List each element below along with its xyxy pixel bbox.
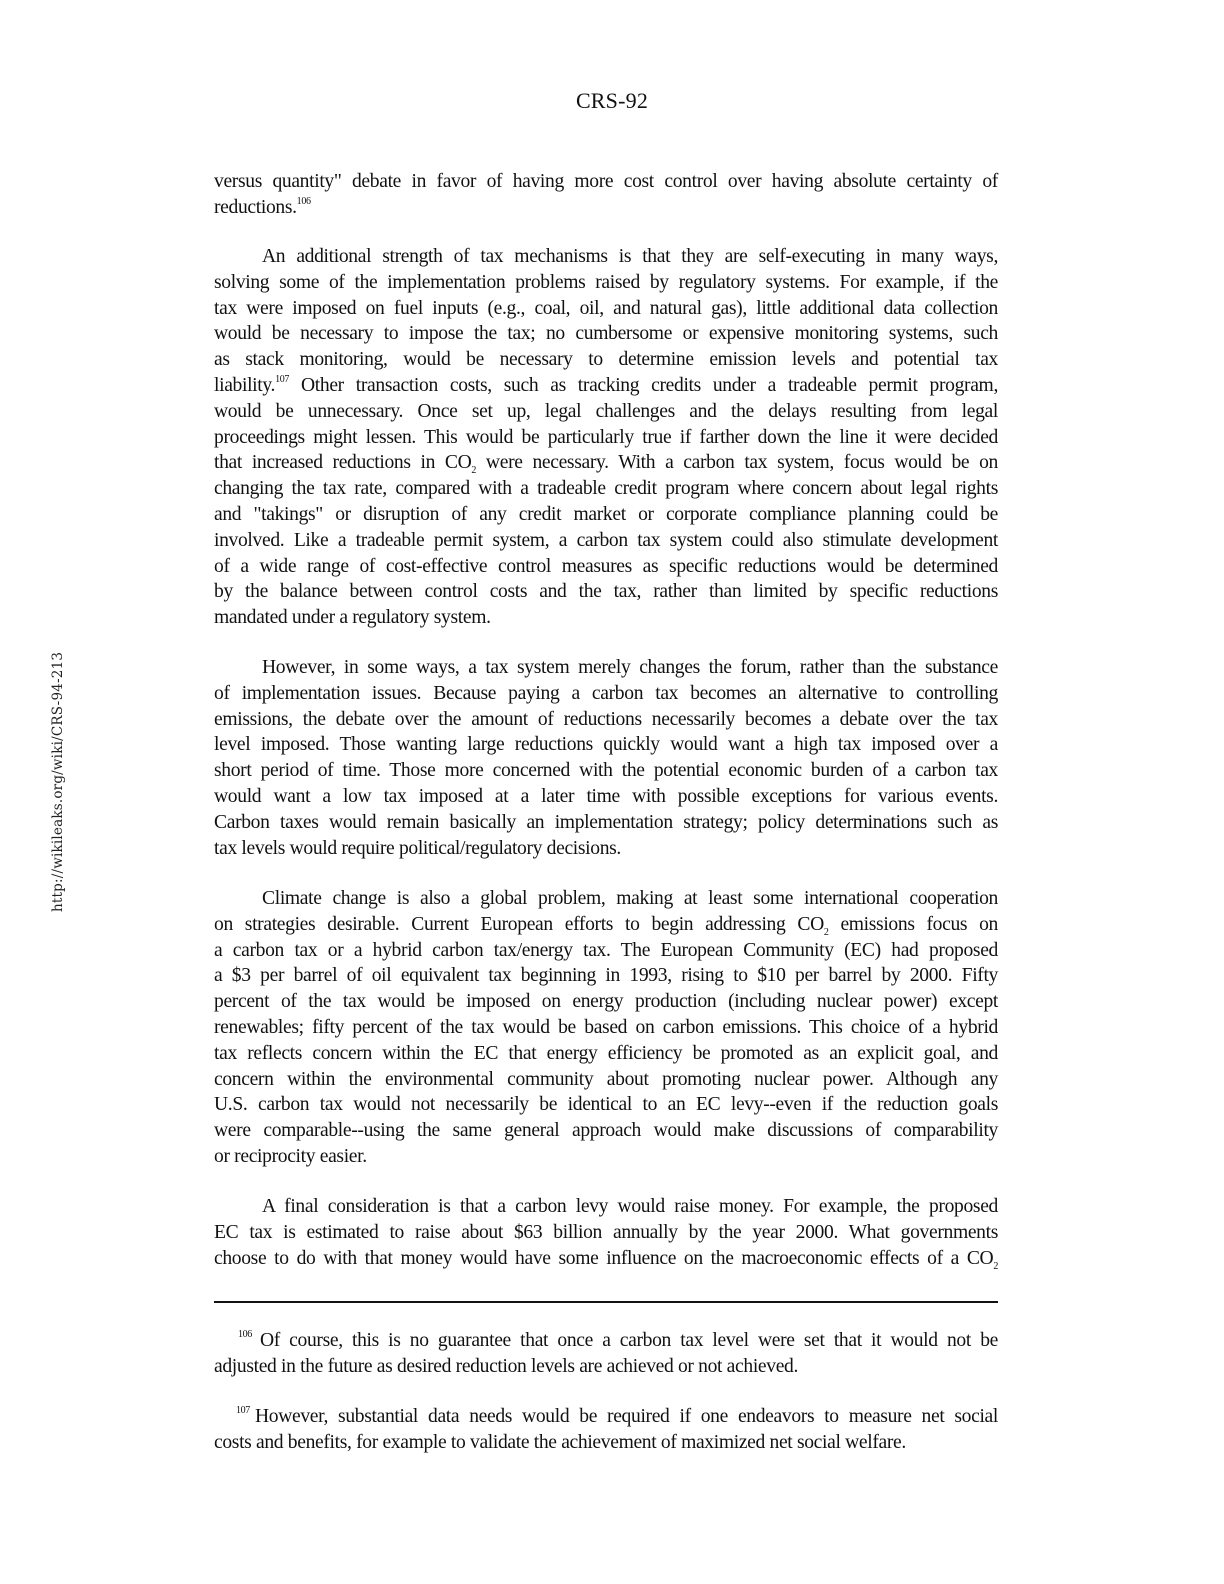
text-line: a $3 per barrel of oil equivalent tax beginning in 1993, rising to $10 per barrel by 2000. Fifty	[214, 965, 998, 987]
text-line: level imposed. Those wanting large reductions quickly would want a high tax imposed over a	[214, 734, 998, 756]
side-margin-url: http://wikileaks.org/wiki/CRS-94-213	[50, 651, 66, 912]
text-line: U.S. carbon tax would not necessarily be identical to an EC levy--even if the reduction goals	[214, 1094, 998, 1116]
text-line: EC tax is estimated to raise about $63 billion annually by the year 2000. What governments	[214, 1221, 998, 1243]
text-line: An additional strength of tax mechanisms is that they are self-executing in many ways,	[262, 246, 998, 267]
text-line: proceedings might lessen. This would be particularly true if farther down the line it were decided	[214, 426, 998, 448]
text-line: a carbon tax or a hybrid carbon tax/energy tax. The European Community (EC) had proposed	[214, 939, 998, 961]
text-line: involved. Like a tradeable permit system, a carbon tax system could also stimulate development	[214, 529, 998, 551]
text-line: changing the tax rate, compared with a tradeable credit program where concern about legal rights	[214, 478, 998, 500]
footnote-ref-106: 106	[296, 195, 311, 207]
text-line: short period of time. Those more concerned with the potential economic burden of a carbon tax	[214, 760, 998, 782]
text-fragment: reductions.	[214, 196, 297, 218]
page-number-header: CRS-92	[575, 88, 649, 113]
text-fragment: Other transaction costs, such as tracking credits under a tradeable permit program,	[289, 374, 998, 396]
text-line	[214, 450, 998, 476]
text-fragment: that increased reductions in CO	[214, 452, 472, 474]
text-line: emissions, the debate over the amount of reductions necessarily becomes a debate over the tax	[214, 708, 998, 730]
text-line	[214, 1328, 998, 1354]
footnote-number: 106	[238, 1329, 252, 1340]
footnote-107	[214, 1404, 998, 1456]
text-line: mandated under a regulatory system.	[214, 607, 491, 629]
text-fragment: were necessary. With a carbon tax system, focus would be on	[476, 452, 998, 474]
text-fragment: liability.	[214, 374, 276, 396]
footnote-divider	[214, 1301, 998, 1303]
text-line: concern within the environmental community about promoting nuclear power. Although any	[214, 1068, 998, 1090]
text-line: tax reflects concern within the EC that energy efficiency be promoted as an explicit goal, and	[214, 1042, 998, 1064]
text-line: Carbon taxes would remain basically an implementation strategy; policy determinations such as	[214, 811, 998, 833]
text-line: versus quantity" debate in favor of having more cost control over having absolute certainty of	[214, 171, 998, 192]
text-line: Climate change is also a global problem, making at least some international cooperation	[262, 888, 998, 909]
paragraph-tax-strength	[214, 244, 998, 631]
footnote-ref-107: 107	[275, 373, 290, 385]
text-fragment: Of course, this is no guarantee that once a carbon tax level were set that it would not be	[259, 1330, 998, 1351]
text-line: would want a low tax imposed at a later time with possible exceptions for various events.	[214, 785, 998, 807]
text-line	[214, 1246, 998, 1272]
paragraph-tax-forum	[214, 655, 998, 861]
text-line: were comparable--using the same general approach would make discussions of comparability	[214, 1120, 998, 1142]
text-line: A final consideration is that a carbon levy would raise money. For example, the proposed	[262, 1196, 998, 1217]
text-fragment: choose to do with that money would have some influence on the macroeconomic effects of a CO	[214, 1247, 994, 1269]
text-line: would be necessary to impose the tax; no cumbersome or expensive monitoring systems, such	[214, 323, 998, 345]
text-line: solving some of the implementation problems raised by regulatory systems. For example, if the	[214, 271, 998, 293]
text-line: and "takings" or disruption of any credit market or corporate compliance planning could be	[214, 503, 998, 525]
subscript: 2	[823, 926, 829, 938]
text-line: as stack monitoring, would be necessary to determine emission levels and potential tax	[214, 349, 998, 371]
text-fragment: emissions focus on	[828, 913, 998, 935]
subscript: 2	[471, 465, 477, 477]
text-line: tax levels would require political/regulatory decisions.	[214, 837, 621, 859]
text-line: would be unnecessary. Once set up, legal challenges and the delays resulting from legal	[214, 400, 998, 422]
text-line: percent of the tax would be imposed on energy production (including nuclear power) except	[214, 991, 998, 1013]
text-line: However, in some ways, a tax system merely changes the forum, rather than the substance	[262, 657, 998, 678]
paragraph-continuation	[214, 169, 998, 221]
paragraph-final-consideration	[214, 1194, 998, 1271]
text-line: of a wide range of cost-effective control measures as specific reductions would be determined	[214, 555, 998, 577]
text-line	[214, 373, 998, 399]
text-fragment: on strategies desirable. Current European efforts to begin addressing CO	[214, 913, 824, 935]
text-line: by the balance between control costs and the tax, rather than limited by specific reductions	[214, 581, 998, 603]
text-line	[214, 912, 998, 938]
text-line: renewables; fifty percent of the tax would be based on carbon emissions. This choice of a hybrid	[214, 1016, 998, 1038]
text-line: or reciprocity easier.	[214, 1145, 367, 1167]
subscript: 2	[993, 1260, 998, 1272]
text-line: of implementation issues. Because paying a carbon tax becomes an alternative to controlling	[214, 682, 998, 704]
footnote-106	[214, 1328, 998, 1380]
footnote-number: 107	[236, 1405, 250, 1416]
text-line: adjusted in the future as desired reduction levels are achieved or not achieved.	[214, 1355, 799, 1377]
paragraph-climate-change	[214, 886, 998, 1170]
text-line	[214, 195, 998, 221]
text-line	[214, 1404, 998, 1430]
text-line: costs and benefits, for example to validate the achievement of maximized net social welfare.	[214, 1431, 906, 1453]
text-line: tax were imposed on fuel inputs (e.g., coal, oil, and natural gas), little additional data collection	[214, 297, 998, 319]
text-fragment: However, substantial data needs would be required if one endeavors to measure net social	[254, 1406, 998, 1427]
